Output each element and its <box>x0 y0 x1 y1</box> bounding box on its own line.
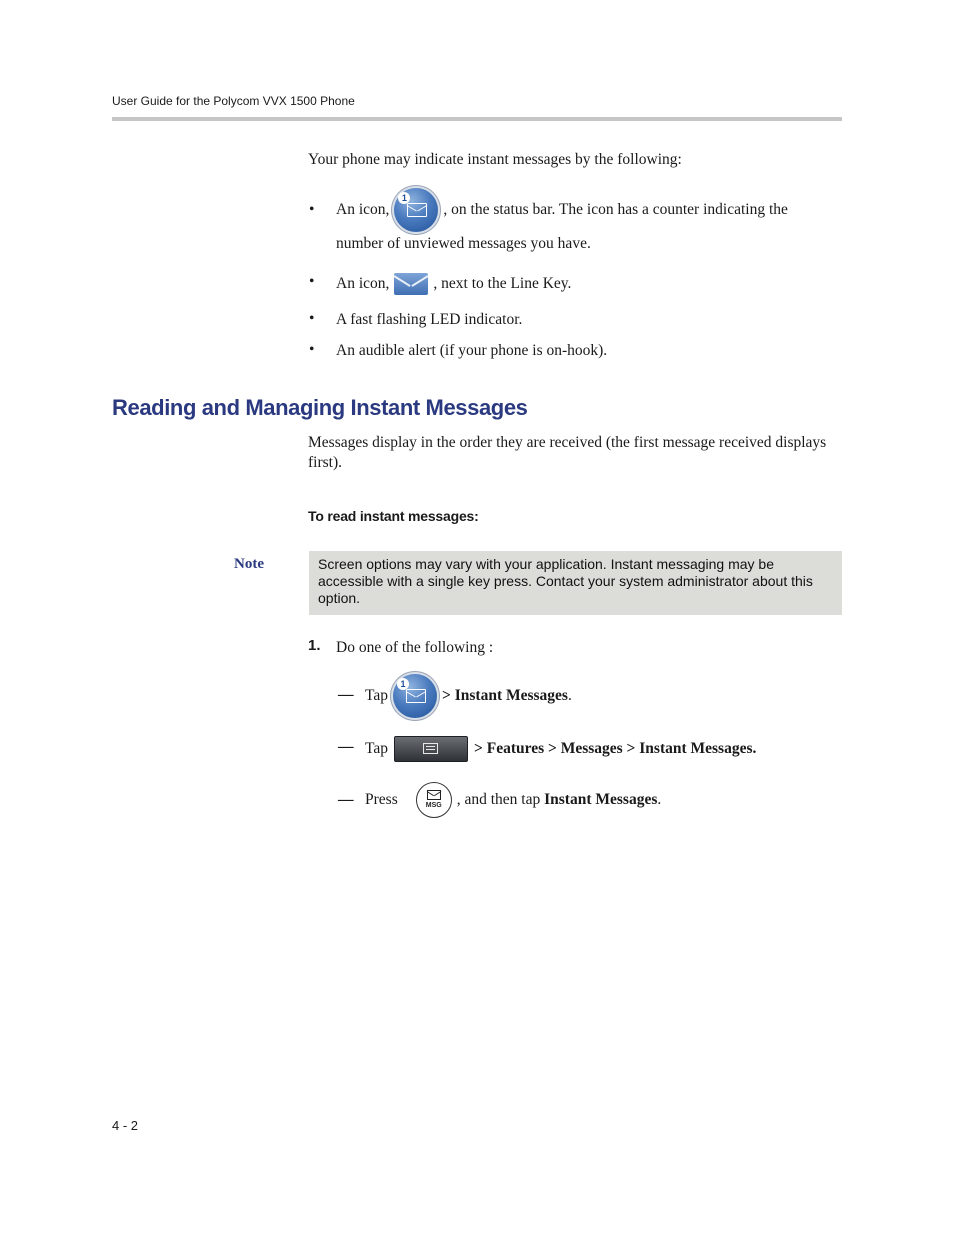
bullet-marker: • <box>309 273 315 290</box>
envelope-line-key-icon <box>394 273 428 295</box>
note-label: Note <box>234 556 264 572</box>
bullet-marker: • <box>309 341 315 358</box>
msg-key-icon <box>416 782 452 818</box>
bullet-item-line-key-icon: An icon, , next to the Line Key. <box>336 271 571 297</box>
message-count-badge: 1 <box>397 678 409 690</box>
intro-paragraph: Your phone may indicate instant messages by the following: <box>308 151 682 168</box>
envelope-icon <box>406 689 426 703</box>
menu-glyph-icon <box>423 743 438 754</box>
option-dash: — <box>338 686 354 703</box>
page-number: 4 - 2 <box>112 1118 139 1133</box>
header-rule <box>112 117 842 121</box>
message-status-icon <box>393 674 437 718</box>
option-dash: — <box>338 791 354 808</box>
menu-button-icon <box>394 736 468 762</box>
procedure-heading: To read instant messages: <box>308 508 479 524</box>
option-press-msg-key: Press MSG , and then tap Instant Messages . <box>365 781 661 819</box>
bullet-item-led: A fast flashing LED indicator. <box>336 311 523 328</box>
bullet-marker: • <box>309 201 315 218</box>
running-header: User Guide for the Polycom VVX 1500 Phone <box>112 94 355 108</box>
section-heading: Reading and Managing Instant Messages <box>112 395 528 420</box>
bullet-item-continuation: number of unviewed messages you have. <box>336 235 591 252</box>
section-paragraph: Messages display in the order they are received (the first message received displays first). <box>308 434 827 471</box>
envelope-icon <box>407 203 427 217</box>
bullet-item-status-icon: An icon, 1 , on the status bar. The icon has a counter indicating the <box>336 188 788 232</box>
option-dash: — <box>338 738 354 755</box>
bullet-marker: • <box>309 310 315 327</box>
note-box: Screen options may vary with your application. Instant messaging may be accessible with a single key press. Contact your system administrator about this option. <box>309 551 842 615</box>
message-status-icon <box>394 188 438 232</box>
step-number: 1. <box>308 637 321 654</box>
bullet-item-alert: An audible alert (if your phone is on-hook). <box>336 342 608 359</box>
option-tap-message-icon: Tap 1 > Instant Messages . <box>365 673 572 719</box>
step-text: Do one of the following : <box>336 639 494 656</box>
message-count-badge: 1 <box>398 192 410 204</box>
option-tap-menu-button: Tap > Features > Messages > Instant Messages. <box>365 736 756 762</box>
msg-key-label: MSG <box>425 802 442 809</box>
envelope-icon <box>427 790 441 800</box>
